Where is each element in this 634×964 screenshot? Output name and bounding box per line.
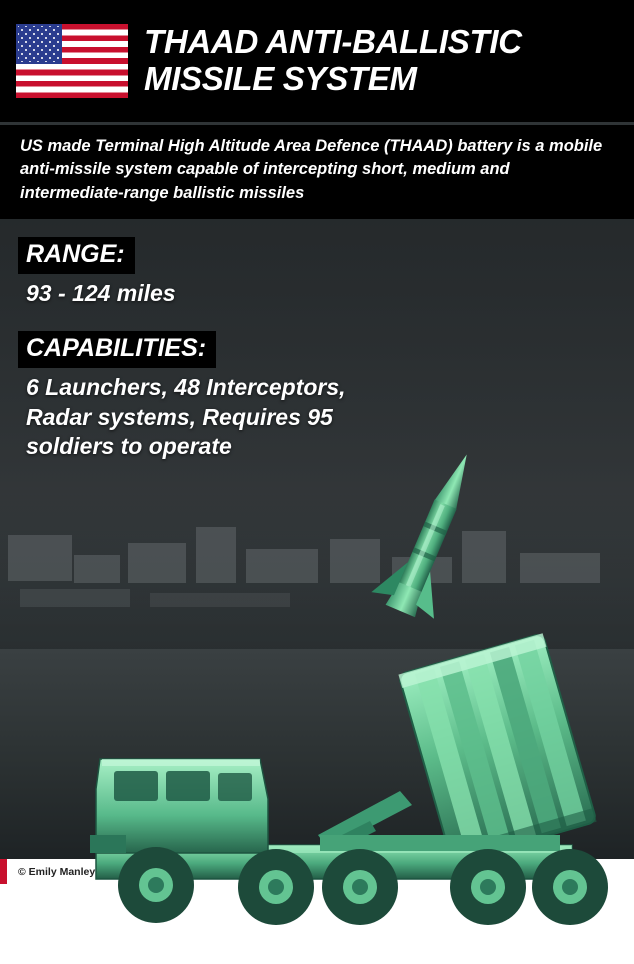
callout-range-value: 93 - 124 miles	[26, 280, 176, 307]
flag-canton	[16, 24, 62, 64]
launcher-truck-illustration	[70, 639, 630, 959]
page-title: THAAD ANTI-BALLISTIC MISSILE SYSTEM	[144, 23, 522, 97]
illustration-area	[0, 219, 634, 859]
callout-capabilities	[18, 331, 348, 462]
missile-illustration	[330, 441, 530, 641]
callout-capabilities-value: 6 Launchers, 48 Interceptors, Radar systems, Requires 95 soldiers to operate	[26, 373, 346, 460]
header	[0, 0, 634, 122]
us-flag-icon	[16, 24, 128, 98]
callout-capabilities-label: CAPABILITIES:	[18, 331, 216, 368]
callout-range	[18, 237, 348, 309]
callout-range-label: RANGE:	[18, 237, 135, 274]
callouts	[18, 237, 348, 462]
flag-stars	[18, 26, 60, 62]
subtitle-text: US made Terminal High Altitude Area Defence (THAAD) battery is a mobile anti-missile system capable of intercepting short, medium and intermediate-range ballistic missiles	[0, 122, 634, 219]
footer-accent-bar	[0, 859, 7, 884]
credit-author: © Emily Manley	[18, 865, 96, 878]
